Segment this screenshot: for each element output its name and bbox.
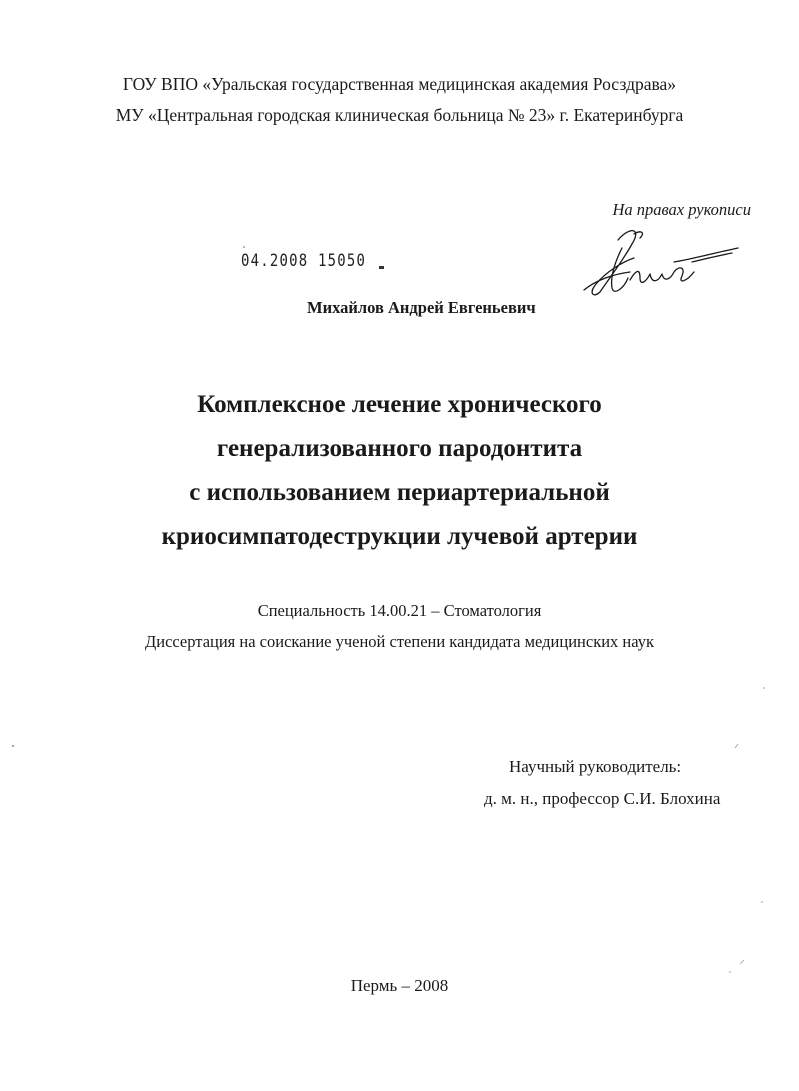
title-line-4: криосимпатодеструкции лучевой артерии	[161, 523, 638, 550]
signature-icon	[570, 218, 745, 303]
title-line-2: генерализованного пародонтита	[216, 435, 583, 462]
city-year-footer: Пермь – 2008	[350, 976, 449, 995]
institution-line-2: МУ «Центральная городская клиническая больница № 23» г. Екатеринбурга	[115, 105, 684, 125]
institution-line-1: ГОУ ВПО «Уральская государственная медицинская академия Росздрава»	[122, 74, 677, 94]
supervisor-label: Научный руководитель:	[509, 757, 682, 776]
supervisor-name: д. м. н., профессор С.И. Блохина	[484, 789, 721, 808]
stamp-number: 04.2008 15050	[241, 251, 367, 271]
title-line-3: с использованием периартериальной	[189, 479, 610, 506]
title-line-1: Комплексное лечение хронического	[197, 391, 602, 418]
author-name: Михайлов Андрей Евгеньевич	[307, 298, 536, 317]
degree-statement: Диссертация на соискание ученой степени кандидата медицинских наук	[145, 632, 654, 651]
specialty: Специальность 14.00.21 – Стоматология	[257, 601, 542, 620]
manuscript-note: На правах рукописи	[612, 200, 751, 219]
